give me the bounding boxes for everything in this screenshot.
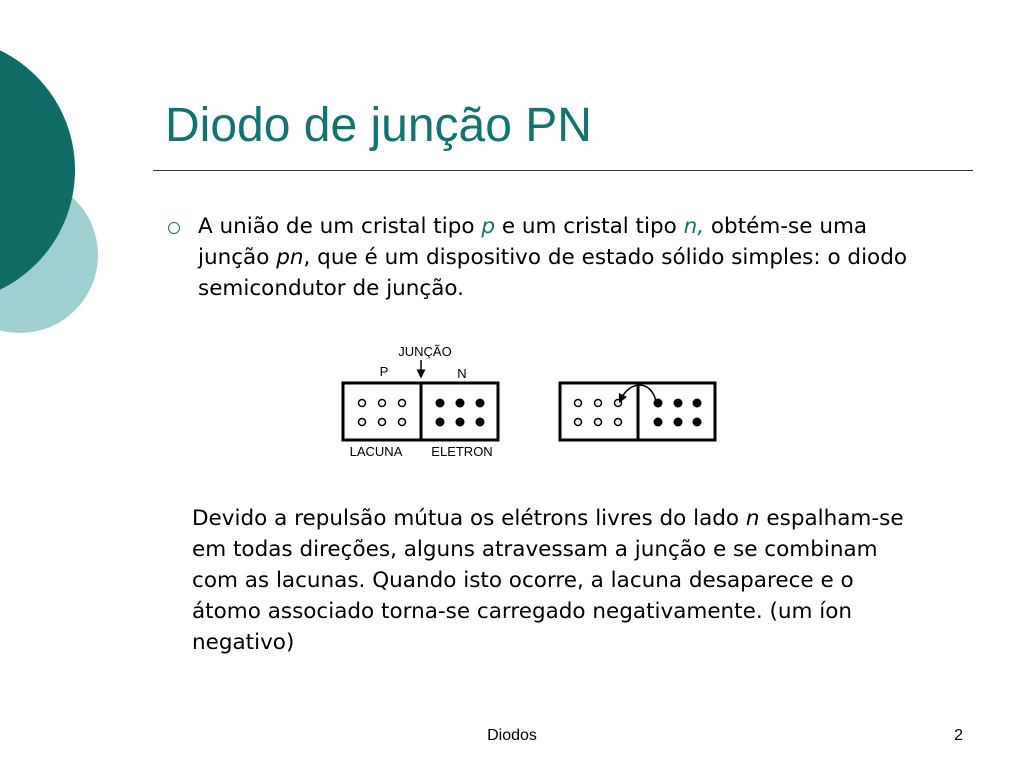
hole-dot (399, 419, 406, 426)
footer-title: Diodos (487, 727, 537, 744)
electron-dot (654, 418, 663, 427)
hole-dot (379, 400, 386, 407)
electron-dot (674, 399, 683, 408)
decorative-circles (0, 0, 110, 420)
p-label: P (379, 364, 389, 379)
junction-label: JUNÇÃO (398, 344, 452, 359)
hole-label: LACUNA (349, 444, 403, 459)
electron-dot (693, 418, 702, 427)
n-label: N (457, 366, 467, 381)
electron-label: ELETRON (431, 444, 493, 459)
electron-dot (693, 399, 702, 408)
hole-dot (379, 419, 386, 426)
slide-title: Diodo de junção PN (165, 99, 592, 152)
hole-dot (595, 419, 602, 426)
hole-dot (595, 400, 602, 407)
pn-junction-diagram (338, 336, 723, 464)
page-number: 2 (954, 727, 963, 744)
hole-dot (615, 419, 622, 426)
hole-dot (615, 400, 622, 407)
electron-dot (674, 418, 683, 427)
electron-dot (476, 399, 485, 408)
hole-dot (359, 400, 366, 407)
title-divider (153, 170, 973, 171)
hole-dot (399, 400, 406, 407)
electron-dot (436, 418, 445, 427)
electron-dot (456, 399, 465, 408)
hole-dots (575, 400, 622, 426)
explanation-paragraph: Devido a repulsão mútua os elétrons livres do lado n espalham-se em todas direções, alguns atravessam a junção e se combinam com as lacunas. Quando isto ocorre, a lacuna desaparece e o átomo associado torna-se carregado negativamente. (um íon negativo) (192, 506, 904, 655)
electron-dot (476, 418, 485, 427)
hole-dots (359, 400, 406, 426)
electron-dots (654, 399, 702, 427)
electron-dot (456, 418, 465, 427)
hole-dot (359, 419, 366, 426)
bullet-circle-icon (168, 222, 180, 234)
hole-dot (575, 419, 582, 426)
electron-dots (436, 399, 485, 427)
bullet-paragraph: A união de um cristal tipo p e um cristal tipo n, obtém-se uma junção pn, que é um dispositivo de estado sólido simples: o diodo semicondutor de junção. (198, 214, 908, 301)
electron-dot (436, 399, 445, 408)
hole-dot (575, 400, 582, 407)
